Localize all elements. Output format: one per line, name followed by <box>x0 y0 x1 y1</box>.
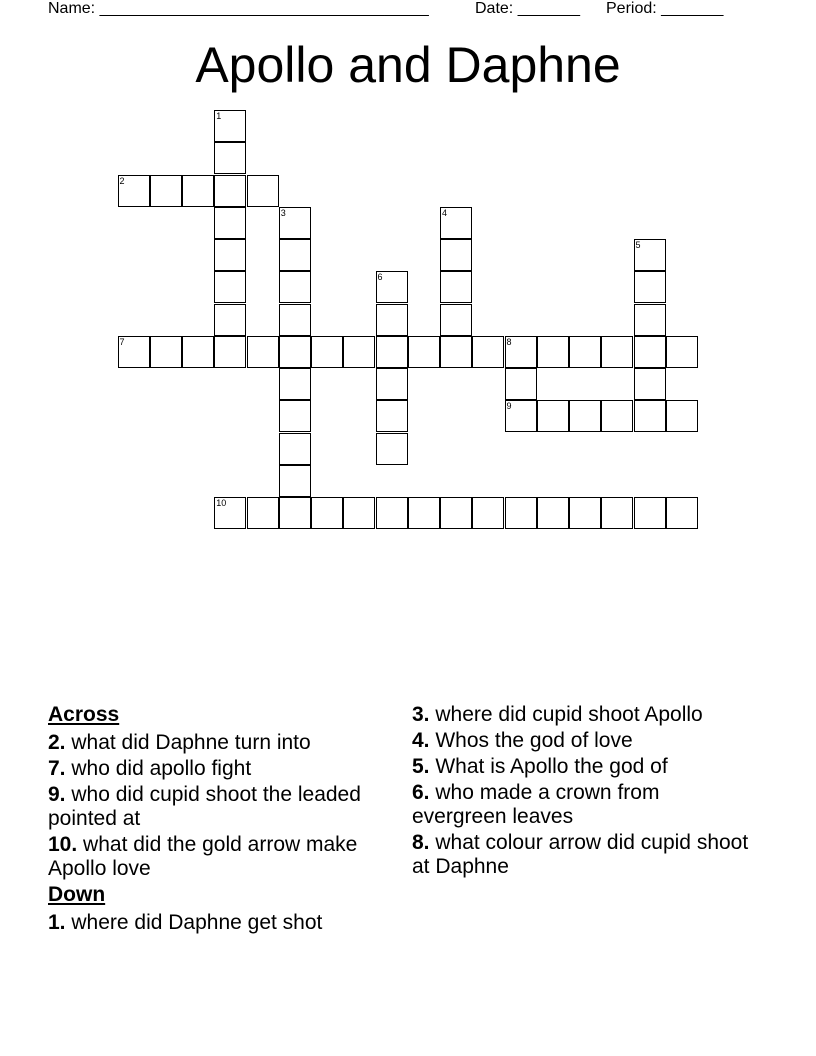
clue-down-8 <box>412 831 752 879</box>
crossword-cell[interactable] <box>472 497 504 529</box>
clue-number: 1. <box>48 911 66 934</box>
clue-number-label: 5 <box>635 240 641 250</box>
crossword-cell[interactable] <box>601 497 633 529</box>
crossword-cell[interactable] <box>279 336 311 368</box>
clue-text: who did apollo fight <box>71 757 252 780</box>
crossword-cell[interactable] <box>279 304 311 336</box>
crossword-cell[interactable] <box>214 497 246 529</box>
crossword-cell[interactable] <box>247 175 279 207</box>
crossword-cell[interactable] <box>440 271 472 303</box>
clue-text: who made a crown from evergreen leaves <box>412 781 660 828</box>
clue-down-1 <box>48 911 378 935</box>
crossword-cell[interactable] <box>376 400 408 432</box>
name-label: Name: <box>48 0 96 17</box>
clue-down-4 <box>412 729 752 753</box>
crossword-cell[interactable] <box>376 304 408 336</box>
clue-number: 2. <box>48 731 66 754</box>
crossword-cell[interactable] <box>150 336 182 368</box>
crossword-cell[interactable] <box>214 336 246 368</box>
crossword-cell[interactable] <box>537 400 569 432</box>
crossword-cell[interactable] <box>279 368 311 400</box>
crossword-cell[interactable] <box>214 304 246 336</box>
crossword-cell[interactable] <box>601 400 633 432</box>
crossword-cell[interactable] <box>279 400 311 432</box>
crossword-cell[interactable] <box>440 207 472 239</box>
clue-number: 7. <box>48 757 66 780</box>
crossword-cell[interactable] <box>569 497 601 529</box>
crossword-cell[interactable] <box>311 497 343 529</box>
crossword-cell[interactable] <box>279 497 311 529</box>
crossword-cell[interactable] <box>376 433 408 465</box>
clue-across-10 <box>48 833 378 881</box>
crossword-cell[interactable] <box>247 336 279 368</box>
name-blank[interactable]: _____________________________________ <box>99 0 429 17</box>
clue-number-label: 8 <box>506 336 512 347</box>
clue-text: what did Daphne turn into <box>71 731 311 754</box>
crossword-cell[interactable] <box>118 336 150 368</box>
crossword-cell[interactable] <box>343 336 375 368</box>
crossword-cell[interactable] <box>182 175 214 207</box>
crossword-cell[interactable] <box>408 336 440 368</box>
crossword-cell[interactable] <box>634 271 666 303</box>
clue-number-label: 1 <box>216 111 222 121</box>
clue-down-3 <box>412 703 752 727</box>
clue-number-label: 9 <box>506 401 512 412</box>
clue-text: what did the gold arrow make Apollo love <box>48 833 358 880</box>
clue-across-7 <box>48 757 378 781</box>
page-title: Apollo and Daphne <box>195 37 621 93</box>
crossword-cell[interactable] <box>666 400 698 432</box>
crossword-cell[interactable] <box>505 368 537 400</box>
crossword-cell[interactable] <box>440 336 472 368</box>
crossword-cell[interactable] <box>634 368 666 400</box>
clue-number-label: 4 <box>442 207 448 218</box>
crossword-cell[interactable] <box>408 497 440 529</box>
period-label: Period: <box>606 0 657 17</box>
clue-number-label: 7 <box>119 336 125 347</box>
crossword-cell[interactable] <box>214 239 246 271</box>
crossword-cell[interactable] <box>666 336 698 368</box>
crossword-cell[interactable] <box>343 497 375 529</box>
clue-number: 8. <box>412 831 430 854</box>
crossword-cell[interactable] <box>279 465 311 497</box>
crossword-cell[interactable] <box>634 400 666 432</box>
crossword-cell[interactable] <box>214 175 246 207</box>
clues-column-right <box>412 703 752 881</box>
clue-number: 5. <box>412 755 430 778</box>
clue-number-label: 6 <box>377 272 383 283</box>
date-blank[interactable]: _______ <box>517 0 580 17</box>
across-heading: Across <box>48 703 120 726</box>
crossword-cell[interactable] <box>376 271 408 303</box>
crossword-cell[interactable] <box>279 271 311 303</box>
crossword-cell[interactable] <box>279 433 311 465</box>
crossword-cell[interactable] <box>440 239 472 271</box>
clue-across-9 <box>48 783 378 831</box>
clue-text: where did cupid shoot Apollo <box>435 703 703 726</box>
crossword-cell[interactable] <box>634 497 666 529</box>
clue-text: who did cupid shoot the leaded pointed at <box>48 783 361 830</box>
crossword-cell[interactable] <box>279 239 311 271</box>
crossword-cell[interactable] <box>214 142 246 174</box>
date-label: Date: <box>475 0 514 17</box>
crossword-cell[interactable] <box>214 271 246 303</box>
crossword-cell[interactable] <box>569 336 601 368</box>
crossword-cell[interactable] <box>505 336 537 368</box>
crossword-cell[interactable] <box>472 336 504 368</box>
down-heading: Down <box>48 883 106 906</box>
crossword-cell[interactable] <box>311 336 343 368</box>
clue-number-label: 10 <box>216 498 227 508</box>
clue-number-label: 2 <box>119 175 125 186</box>
crossword-cell[interactable] <box>440 497 472 529</box>
clue-down-6 <box>412 781 752 829</box>
crossword-cell[interactable] <box>279 207 311 239</box>
clue-text: what colour arrow did cupid shoot at Daphne <box>412 831 749 878</box>
clue-number: 6. <box>412 781 430 804</box>
crossword-cell[interactable] <box>150 175 182 207</box>
crossword-cell[interactable] <box>440 304 472 336</box>
clue-down-5 <box>412 755 752 779</box>
clue-across-2 <box>48 731 378 755</box>
crossword-cell[interactable] <box>118 175 150 207</box>
clue-number: 4. <box>412 729 430 752</box>
crossword-cell[interactable] <box>505 400 537 432</box>
crossword-cell[interactable] <box>666 497 698 529</box>
crossword-cell[interactable] <box>376 497 408 529</box>
crossword-cell[interactable] <box>569 400 601 432</box>
clue-number: 10. <box>48 833 78 856</box>
period-blank[interactable]: _______ <box>661 0 724 17</box>
crossword-cell[interactable] <box>376 336 408 368</box>
crossword-cell[interactable] <box>634 304 666 336</box>
clue-number: 9. <box>48 783 66 806</box>
crossword-cell[interactable] <box>601 336 633 368</box>
crossword-cell[interactable] <box>537 497 569 529</box>
clues-column-left <box>48 703 378 937</box>
clue-text: Whos the god of love <box>435 729 633 752</box>
crossword-cell[interactable] <box>634 336 666 368</box>
crossword-cell[interactable] <box>214 207 246 239</box>
clue-text: What is Apollo the god of <box>435 755 668 778</box>
crossword-cell[interactable] <box>505 497 537 529</box>
crossword-cell[interactable] <box>537 336 569 368</box>
crossword-cell[interactable] <box>634 239 666 271</box>
crossword-cell[interactable] <box>214 110 246 142</box>
crossword-cell[interactable] <box>182 336 214 368</box>
clue-number: 3. <box>412 703 430 726</box>
crossword-cell[interactable] <box>376 368 408 400</box>
crossword-cell[interactable] <box>247 497 279 529</box>
clue-text: where did Daphne get shot <box>71 911 323 934</box>
clue-number-label: 3 <box>280 207 286 218</box>
